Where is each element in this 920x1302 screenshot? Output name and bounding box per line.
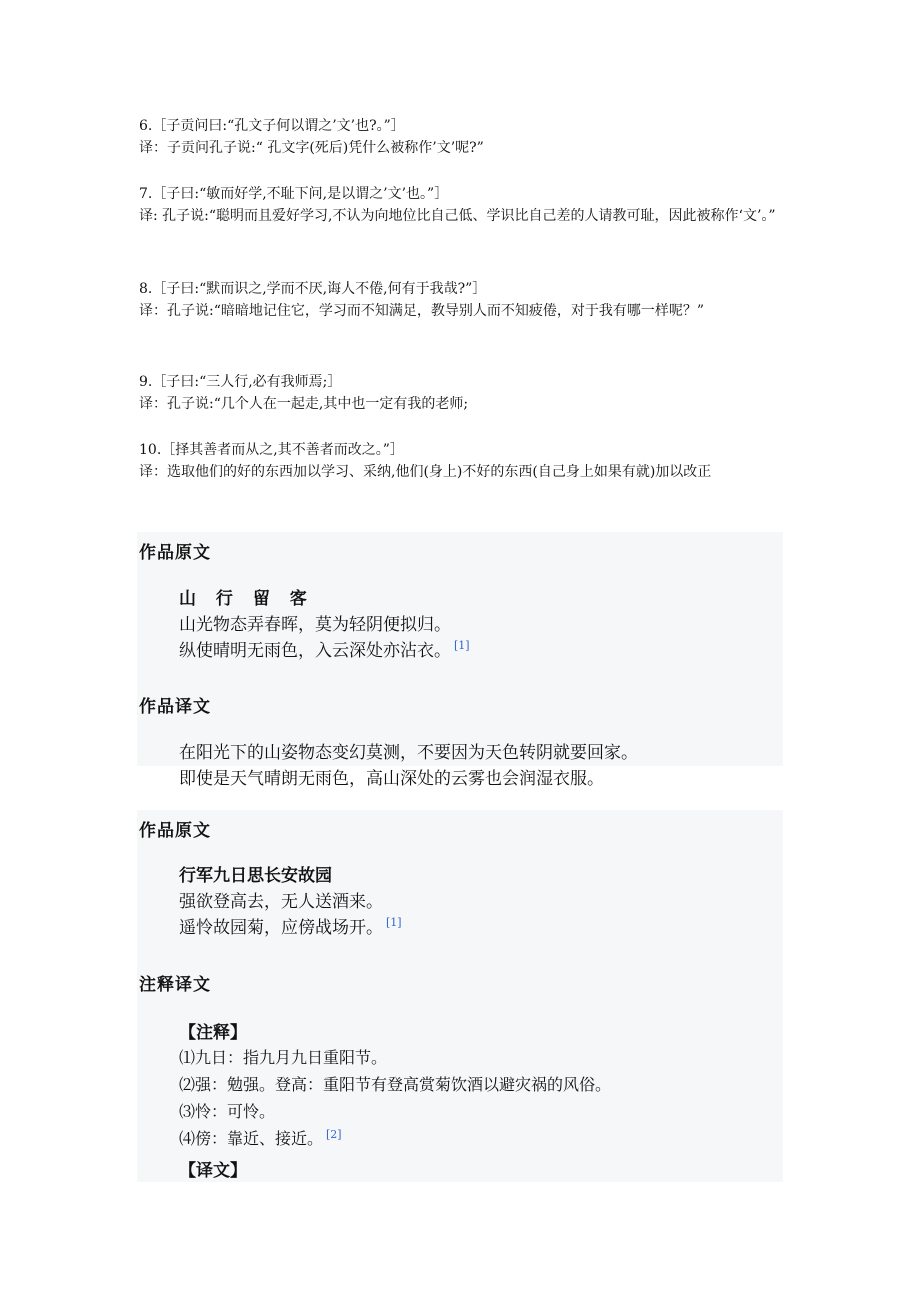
qa-answer: 译：孔子说:“暗暗地记住它，学习而不知满足，教导别人而不知疲倦，对于我有哪一样呢？” — [139, 303, 705, 319]
qa-question: 6.［子贡问曰:“孔文子何以谓之’文’也?。”］ — [139, 118, 405, 134]
qa-item-9 — [139, 371, 789, 415]
note-item: ⑵强：勉强。登高：重阳节有登高赏菊饮酒以避灾祸的风俗。 — [179, 1075, 612, 1094]
note-item: ⑴九日：指九月九日重阳节。 — [179, 1048, 388, 1067]
qa-item-10 — [139, 439, 789, 483]
poem-line: 遥怜故园菊，应傍战场开。 [1] — [179, 916, 402, 938]
qa-item-6 — [139, 115, 789, 159]
qa-question: 10.［择其善者而从之,其不善者而改之。”］ — [139, 442, 404, 458]
section-heading: 作品译文 — [139, 697, 211, 717]
qa-answer: 译：选取他们的好的东西加以学习、采纳,他们(身上)不好的东西(自己身上如果有就)加以改正 — [139, 464, 712, 480]
poem-line: 强欲登高去，无人送酒来。 — [179, 892, 383, 912]
poem-1 — [179, 586, 470, 664]
qa-answer: 译：子贡问孔子说:“ 孔文字(死后)凭什么被称作’文’呢?” — [139, 140, 484, 156]
notes-label: 【注释】 — [179, 1023, 247, 1043]
citation-link[interactable]: [2] — [326, 1127, 342, 1141]
qa-question: 8.［子曰:“默而识之,学而不厌,诲人不倦,何有于我哉?”］ — [139, 281, 487, 297]
poem-line: 纵使晴明无雨色，入云深处亦沾衣。 [1] — [179, 639, 470, 661]
poem-title: 行军九日思长安故园 — [179, 866, 332, 886]
poem-title: 山 行 留 客 — [179, 589, 314, 609]
qa-item-7 — [139, 183, 789, 227]
translation-line: 在阳光下的山姿物态变幻莫测，不要因为天色转阴就要回家。 — [179, 743, 638, 763]
translation-1 — [179, 740, 638, 792]
section-heading: 注释译文 — [139, 975, 211, 995]
poem-2 — [179, 863, 402, 941]
citation-link[interactable]: [1] — [386, 916, 402, 930]
notes-list — [179, 1044, 611, 1152]
citation-link[interactable]: [1] — [454, 639, 470, 653]
qa-question: 9.［子曰:“三人行,必有我师焉;］ — [139, 374, 342, 390]
note-item: ⑷傍：靠近、接近。 [2] — [179, 1127, 342, 1148]
note-item: ⑶怜：可怜。 — [179, 1102, 276, 1121]
qa-item-8 — [139, 278, 789, 322]
poem-line: 山光物态弄春晖，莫为轻阴便拟归。 — [179, 615, 451, 635]
translation-line: 即使是天气晴朗无雨色，高山深处的云雾也会润湿衣服。 — [179, 769, 604, 789]
translation-label: 【译文】 — [179, 1161, 247, 1181]
section-heading: 作品原文 — [139, 821, 211, 841]
section-heading: 作品原文 — [139, 543, 211, 563]
qa-question: 7.［子曰:“敏而好学,不耻下问,是以谓之’文’也。”］ — [139, 186, 449, 202]
qa-answer: 译: 孔子说:“聪明而且爱好学习,不认为向地位比自己低、学识比自己差的人请教可耻，因此被称作‘文’。” — [139, 208, 776, 224]
qa-answer: 译：孔子说:“几个人在一起走,其中也一定有我的老师; — [139, 396, 469, 412]
